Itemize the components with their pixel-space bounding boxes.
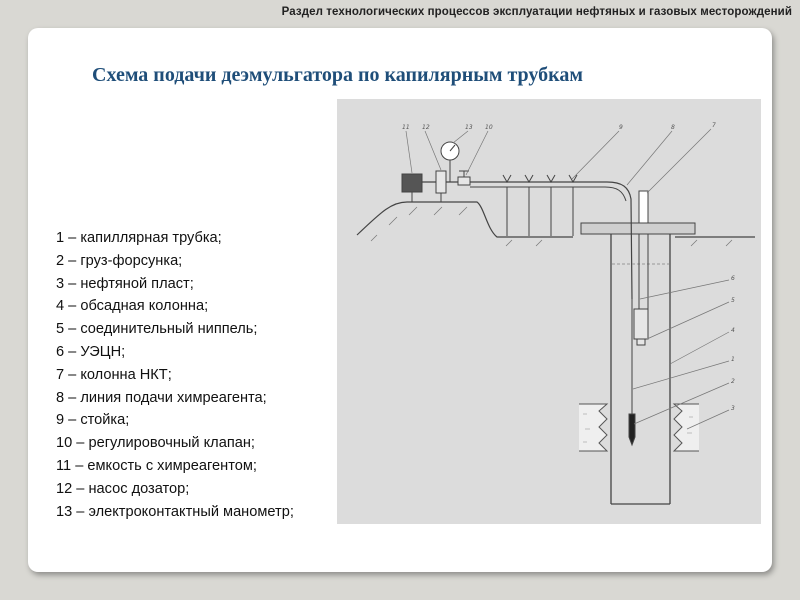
- dosing-pump: [436, 171, 446, 193]
- legend-item-11: 11 – емкость с химреагентом;: [56, 457, 257, 474]
- ground-surface: [357, 202, 573, 237]
- legend-item-13: 13 – электроконтактный манометр;: [56, 503, 294, 520]
- callout-right-5: 5: [731, 297, 735, 304]
- well-schematic-drawing: [337, 99, 761, 524]
- tubing-top: [639, 191, 648, 223]
- weight-nozzle: [629, 414, 635, 445]
- legend-item-1: 1 – капиллярная трубка;: [56, 230, 222, 246]
- callout-top-8: 8: [671, 124, 675, 131]
- support-posts: [503, 175, 577, 236]
- regulating-valve: [458, 177, 470, 185]
- legend-item-4: 4 – обсадная колонна;: [56, 298, 209, 315]
- callout-right-6: 6: [731, 275, 735, 282]
- legend-item-9: 9 – стойка;: [56, 412, 130, 429]
- legend-item-7: 7 – колонна НКТ;: [56, 366, 172, 383]
- top-leaders: [406, 129, 711, 193]
- callout-right-3: 3: [731, 405, 735, 412]
- legend-item-6: 6 – УЭЦН;: [56, 343, 126, 360]
- callout-top-11: 11: [402, 124, 410, 131]
- legend-item-8: 8 – линия подачи химреагента;: [56, 389, 267, 406]
- callout-top-12: 12: [422, 124, 430, 131]
- callout-top-9: 9: [619, 124, 623, 131]
- callout-top-7: 7: [712, 122, 716, 129]
- section-header: Раздел технологических процессов эксплуатации нефтяных и газовых месторождений: [281, 6, 792, 18]
- callout-right-4: 4: [731, 327, 735, 334]
- callout-right-2: 2: [731, 378, 735, 385]
- callout-right-1: 1: [731, 356, 735, 363]
- well-schematic: [337, 99, 761, 524]
- legend-item-3: 3 – нефтяной пласт;: [56, 275, 194, 292]
- callout-top-13: 13: [465, 124, 473, 131]
- esp-pump: [634, 309, 648, 339]
- slide-title: Схема подачи деэмульгатора по капилярным трубкам: [92, 64, 583, 86]
- legend-item-10: 10 – регулировочный клапан;: [56, 435, 255, 452]
- legend-item-12: 12 – насос дозатор;: [56, 480, 190, 497]
- legend-list: [56, 227, 294, 523]
- oil-formation: [579, 404, 699, 451]
- wellhead-flange: [581, 223, 695, 234]
- legend-item-2: 2 – груз-форсунка;: [56, 252, 183, 269]
- legend-item-5: 5 – соединительный ниппель;: [56, 321, 258, 338]
- callout-top-10: 10: [485, 124, 493, 131]
- chemical-tank: [402, 174, 422, 192]
- chemical-feed-line: [422, 182, 632, 299]
